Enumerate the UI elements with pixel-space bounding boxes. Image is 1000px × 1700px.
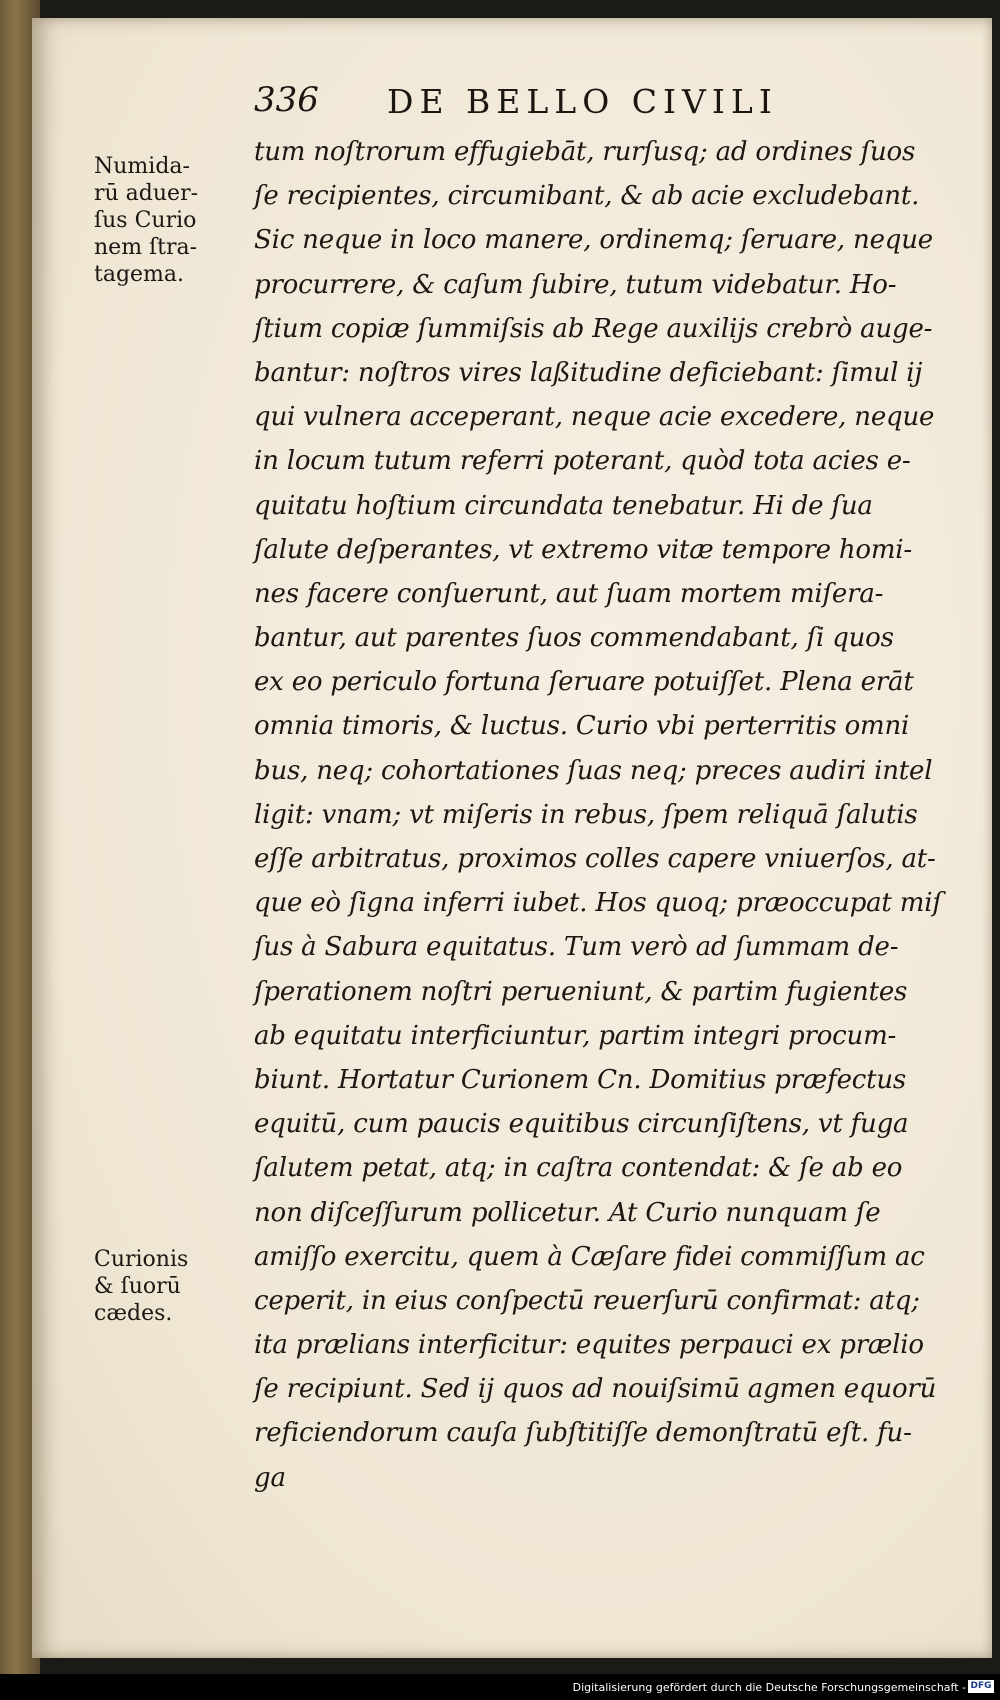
text-line: in locum tutum referri poterant, quòd tota acies e- — [254, 446, 911, 477]
digitization-footer — [0, 1674, 1000, 1700]
text-line: ex eo periculo fortuna ſeruare potuiſſet. Plena erāt — [254, 667, 914, 698]
text-line: ſus à Sabura equitatus. Tum verò ad ſummam de- — [254, 932, 899, 963]
text-line: ſe recipientes, circumibant, & ab acie excludebant. — [254, 181, 920, 212]
margin-note-curio-death — [94, 1246, 244, 1327]
text-line: ſalutem petat, atq; in caſtra contendat: & ſe ab eo — [254, 1153, 903, 1184]
text-line: ceperit, in eius conſpectū reuerſurū confirmat: atq; — [254, 1285, 920, 1316]
running-title: DE BELLO CIVILI — [387, 82, 778, 121]
text-line: ita prælians interficitur: equites perpauci ex prælio — [254, 1330, 924, 1361]
page-number: 336 — [254, 80, 319, 120]
text-line: omnia timoris, & luctus. Curio vbi perterritis omni — [254, 711, 910, 742]
text-line: reficiendorum cauſa ſubſtitiſſe demonſtratū eſt. fu- — [254, 1418, 912, 1449]
margin-note-line: Numida- — [94, 154, 190, 179]
dfg-logo: DFG — [968, 1680, 994, 1693]
text-line: eſſe arbitratus, proximos colles capere vniuerſos, at- — [254, 844, 936, 874]
margin-note-line: rū aduer- — [94, 181, 199, 206]
margin-note-line: & ſuorū — [94, 1274, 181, 1299]
text-line: amiſſo exercitu, quem à Cæſare fidei commiſſum ac — [254, 1241, 925, 1272]
text-line: bantur, aut parentes ſuos commendabant, ſi quos — [254, 623, 894, 654]
text-line: ſe recipiunt. Sed ij quos ad nouiſsimū agmen equorū — [254, 1374, 937, 1405]
margin-note-line: cædes. — [94, 1301, 173, 1326]
margin-note-line: Curionis — [94, 1247, 189, 1272]
book-page — [32, 18, 992, 1658]
page-header — [32, 80, 992, 130]
text-line: nes facere conſuerunt, aut ſuam mortem miſera- — [254, 578, 884, 609]
funding-credit: Digitalisierung gefördert durch die Deutsche Forschungsgemeinschaft - — [572, 1681, 966, 1694]
text-line: bantur: noſtros vires laßitudine deficiebant: ſimul ij — [254, 357, 923, 388]
margin-note-line: tagema. — [94, 262, 185, 287]
text-line: ab equitatu interficiuntur, partim integri procum- — [254, 1020, 897, 1051]
text-line: que eò ſigna inferri iubet. Hos quoq; præoccupat miſ — [254, 888, 942, 919]
margin-note-stratagem — [94, 153, 244, 288]
text-line: non diſceſſurum pollicetur. At Curio nunquam ſe — [254, 1197, 881, 1228]
text-line: qui vulnera acceperant, neque acie excedere, neque — [254, 402, 935, 433]
text-line: ligit: vnam; vt miſeris in rebus, ſpem reliquā ſalutis — [254, 799, 918, 830]
text-line: Sic neque in loco manere, ordinemq; ſeruare, neque — [254, 225, 933, 256]
text-line: procurrere, & caſum ſubire, tutum videbatur. Ho- — [254, 269, 897, 300]
margin-note-line: nem ſtra- — [94, 235, 198, 260]
text-line: biunt. Hortatur Curionem Cn. Domitius præfectus — [254, 1064, 907, 1095]
text-line: quitatu hoſtium circundata tenebatur. Hi de ſua — [254, 490, 873, 521]
text-line: bus, neq; cohortationes ſuas neq; preces audiri intel — [254, 755, 933, 786]
margin-note-line: ſus Curio — [94, 208, 197, 233]
body-text — [254, 130, 974, 1500]
text-line: tum noſtrorum effugiebāt, rurſusq; ad ordines ſuos — [254, 137, 916, 167]
text-line: ſalute deſperantes, vt extremo vitæ tempore homi- — [254, 534, 913, 565]
text-line: ſtium copiæ ſummiſsis ab Rege auxilijs crebrò auge- — [254, 313, 933, 344]
text-line: equitū, cum paucis equitibus circunſiſtens, vt fuga — [254, 1109, 909, 1140]
text-line: ſperationem noſtri perueniunt, & partim fugientes — [254, 976, 908, 1007]
text-line: ga — [254, 1462, 286, 1493]
